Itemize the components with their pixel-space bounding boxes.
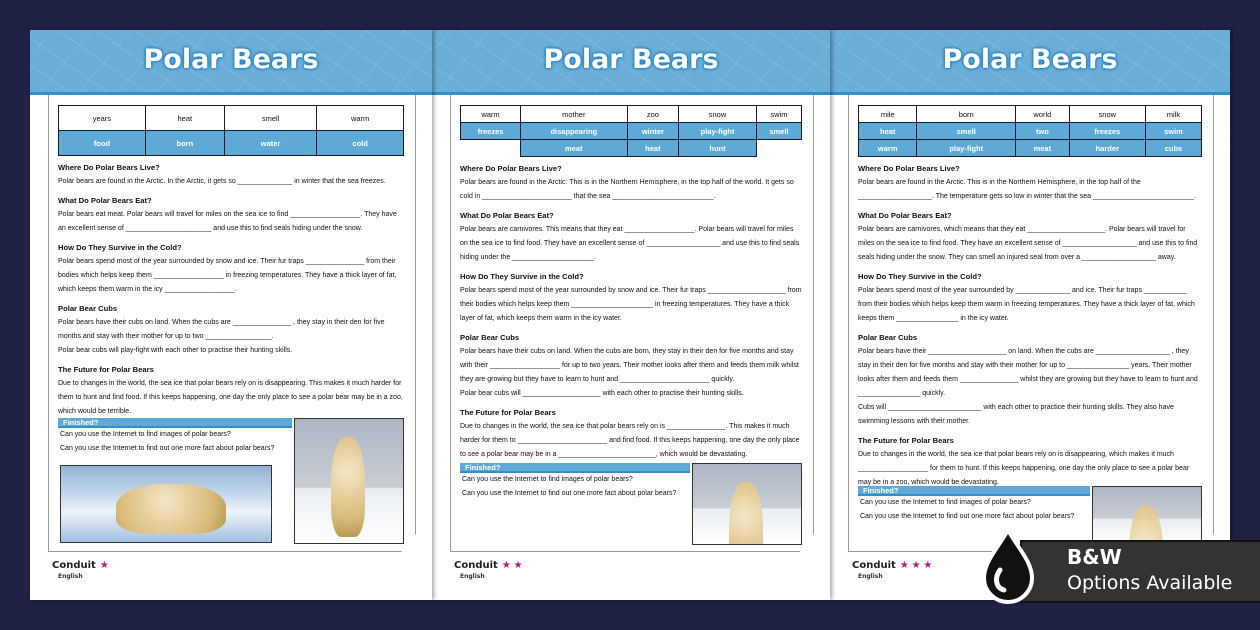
section-paragraph: Polar bears are carnivores, which means that they eat ____________________. Polar bears will travel for miles on the sea ice to find food. They have an excellent sense of ___________________ and use this to find seals hiding under the snow. They can smell an injured seal from over a ___________________ away. xyxy=(858,226,1198,261)
page-title: Polar Bears xyxy=(543,44,719,75)
section xyxy=(858,211,1202,265)
word-bank xyxy=(858,105,1202,157)
subject-label: English xyxy=(460,573,485,580)
word-bank-cell: meat xyxy=(1016,140,1070,157)
section-heading: How Do They Survive in the Cold? xyxy=(460,272,584,281)
word-bank-cell: disappearing xyxy=(521,123,628,140)
word-bank-cell: water xyxy=(224,131,316,156)
section-heading: The Future for Polar Bears xyxy=(858,436,954,445)
word-bank-cell: food xyxy=(59,131,146,156)
word-bank-row xyxy=(461,123,802,140)
word-bank-cell: freezes xyxy=(461,123,521,140)
word-bank-cell: years xyxy=(59,106,146,131)
section xyxy=(858,164,1202,204)
section-paragraph: Polar bears are found in the Arctic. This is in the Northern Hemisphere, in the top half of the world. It gets so cold in _______________________ that the sea __________________________. xyxy=(460,179,794,200)
section-paragraph: Polar bears are found in the Arctic. In the Arctic, it gets so ______________ in winter that the sea freezes. xyxy=(58,178,386,185)
section-paragraph: Polar bears spend most of the year surrounded by snow and ice. Their fur traps ____________________ from their bodies which helps keep them _____________________ in freezing temperatures. They have a thick layer of fat, which keeps them warm in the icy water. xyxy=(460,287,802,322)
word-bank-cell: milk xyxy=(1145,106,1201,123)
section xyxy=(460,164,802,204)
section xyxy=(58,196,404,236)
finished-label: Finished? xyxy=(58,418,292,428)
worksheet-page-2[interactable] xyxy=(432,30,830,600)
polar-bear-photo xyxy=(294,418,404,544)
section-heading: Polar Bear Cubs xyxy=(460,333,520,342)
subject-label: English xyxy=(58,573,83,580)
section-paragraph: Polar bears eat meat. Polar bears will travel for miles on the sea ice to find __________________. They have an excellent sense of ______________________ and use this to find seals hiding under the snow. xyxy=(58,211,397,232)
section xyxy=(858,272,1202,326)
word-bank xyxy=(58,105,404,156)
word-bank-cell: snow xyxy=(1069,106,1145,123)
word-bank-cell xyxy=(461,140,521,157)
section xyxy=(858,436,1202,490)
footer xyxy=(454,555,523,580)
word-bank-cell: heat xyxy=(145,106,224,131)
word-bank-row xyxy=(859,106,1202,123)
section xyxy=(460,211,802,265)
worksheet-page-3[interactable] xyxy=(830,30,1233,600)
word-bank-row xyxy=(59,106,404,131)
word-bank-cell: two xyxy=(1016,123,1070,140)
section xyxy=(58,304,404,358)
ink-drop-icon xyxy=(978,526,1038,606)
finished-question: Can you use the Internet to find images of polar bears? xyxy=(462,476,633,483)
word-bank-row xyxy=(859,140,1202,157)
section-paragraph: Cubs will ________________________ with each other to practice their hunting skills. They also have swimming lessons with their mother. xyxy=(858,404,1174,425)
section-heading: What Do Polar Bears Eat? xyxy=(858,211,952,220)
word-bank-cell xyxy=(756,140,801,157)
difficulty-stars: ★ ★ xyxy=(501,560,523,571)
footer xyxy=(852,555,932,580)
word-bank-cell: zoo xyxy=(627,106,679,123)
bw-options-badge xyxy=(1020,540,1260,603)
word-bank-cell: swim xyxy=(1145,123,1201,140)
word-bank-cell: heat xyxy=(627,140,679,157)
brand-logo: Conduit xyxy=(52,560,96,571)
section xyxy=(58,243,404,297)
section-paragraph: Polar bears are carnivores. This means that they eat __________________. Polar bears will travel for miles on the sea ice to find food. They have an excellent sense of ___________________ and use this to find seals hiding under the _____________________. xyxy=(460,226,800,261)
word-bank-cell: snow xyxy=(679,106,757,123)
section-heading: How Do They Survive in the Cold? xyxy=(858,272,982,281)
finished-label: Finished? xyxy=(858,486,1090,496)
difficulty-stars: ★ xyxy=(99,560,109,571)
section xyxy=(460,272,802,326)
word-bank-cell: mile xyxy=(859,106,917,123)
badge-line2: Options Available xyxy=(1067,572,1233,594)
word-bank-cell: harder xyxy=(1069,140,1145,157)
section-heading: What Do Polar Bears Eat? xyxy=(58,196,152,205)
section-paragraph: Polar bears have their cubs on land. When the cubs are _______________ , they stay in their den for five months and stay with their mother for up to two _________________. xyxy=(58,319,385,340)
section-heading: Where Do Polar Bears Live? xyxy=(460,164,562,173)
section-heading: Polar Bear Cubs xyxy=(58,304,118,313)
footer xyxy=(52,555,109,580)
difficulty-stars: ★ ★ ★ xyxy=(899,560,933,571)
word-bank-cell: play-fight xyxy=(917,140,1016,157)
section-paragraph: Polar bear cubs will ____________________ with each other to practise their hunting skills. xyxy=(460,390,744,397)
word-bank-cell: mother xyxy=(521,106,628,123)
word-bank-cell: world xyxy=(1016,106,1070,123)
polar-bear-photo xyxy=(692,463,802,545)
standing-bear xyxy=(331,437,365,537)
section xyxy=(460,333,802,401)
section-paragraph: Due to changes in the world, the sea ice that polar bears rely on is disappearing. This makes it much harder for them to hunt and find food. If this keeps happening, one day the only place to see a polar bear may be in a zoo, which would be terrible. xyxy=(58,380,403,415)
page-title: Polar Bears xyxy=(942,44,1118,75)
word-bank-row xyxy=(461,140,802,157)
word-bank-cell: swim xyxy=(756,106,801,123)
word-bank-cell: warm xyxy=(859,140,917,157)
page-header xyxy=(830,30,1230,95)
section-paragraph: Polar bears are found in the Arctic. This is in the Northern Hemisphere, in the top half of the ___________________. The temperature gets so low in winter that the sea __________________________. xyxy=(858,179,1197,200)
page-header xyxy=(30,30,432,95)
polar-bear-photo xyxy=(1092,486,1202,545)
finished-question: Can you use the Internet to find images of polar bears? xyxy=(860,499,1031,506)
worksheet-content xyxy=(858,105,1202,490)
section xyxy=(58,163,404,189)
word-bank-row xyxy=(859,123,1202,140)
word-bank-cell: smell xyxy=(224,106,316,131)
standing-bear xyxy=(1129,505,1163,545)
page-header xyxy=(432,30,830,95)
standing-bear xyxy=(729,482,763,545)
word-bank-row xyxy=(461,106,802,123)
word-bank-cell: winter xyxy=(627,123,679,140)
section-paragraph: Due to changes in the world, the sea ice that polar bears rely on is disappearing, which makes it much __________________ for them to hunt. If this keeps happening, one day the only place to see a polar bear may be in a zoo, which would be devastating. xyxy=(858,451,1190,486)
section-heading: The Future for Polar Bears xyxy=(460,408,556,417)
word-bank-cell: warm xyxy=(461,106,521,123)
subject-label: English xyxy=(858,573,883,580)
section-paragraph: Polar bears have their ____________________ on land. When the cubs are ___________________ , they stay in their den for five months and stay with their mother for up to ________________ years. Their mother looks after them and feeds them _______________ whilst they are growing but they have to learn to hunt and ________________ quickly. xyxy=(858,348,1198,397)
section-heading: What Do Polar Bears Eat? xyxy=(460,211,554,220)
finished-label: Finished? xyxy=(460,463,690,473)
word-bank-cell: play-fight xyxy=(679,123,757,140)
word-bank-cell: smell xyxy=(917,123,1016,140)
word-bank-cell: heat xyxy=(859,123,917,140)
word-bank-cell: meat xyxy=(521,140,628,157)
brand-logo: Conduit xyxy=(852,560,896,571)
section-heading: How Do They Survive in the Cold? xyxy=(58,243,182,252)
finished-question: Can you use the Internet to find out one more fact about polar bears? xyxy=(60,445,275,452)
word-bank-cell: born xyxy=(917,106,1016,123)
worksheet-content xyxy=(58,105,404,419)
section-paragraph: Polar bear cubs will play-fight with each other to practise their hunting skills. xyxy=(58,347,293,354)
brand-logo: Conduit xyxy=(454,560,498,571)
word-bank-cell: born xyxy=(145,131,224,156)
section xyxy=(58,365,404,419)
word-bank xyxy=(460,105,802,157)
lying-bear xyxy=(116,484,226,534)
word-bank-cell: smell xyxy=(756,123,801,140)
worksheet-page-1[interactable] xyxy=(30,30,432,600)
worksheet-content xyxy=(460,105,802,462)
section-heading: Where Do Polar Bears Live? xyxy=(58,163,160,172)
word-bank-cell: warm xyxy=(317,106,404,131)
section xyxy=(858,333,1202,429)
section-heading: Polar Bear Cubs xyxy=(858,333,918,342)
section-paragraph: Polar bears have their cubs on land. When the cubs are born, they stay in their den for five months and stay with their __________________ for up to two years. Their mother looks after them and feeds them milk whilst they are growing but they have to learn to hunt and _______________________ quickly. xyxy=(460,348,799,383)
finished-question: Can you use the Internet to find images of polar bears? xyxy=(60,431,231,438)
badge-line1: B&W xyxy=(1067,545,1122,569)
page-title: Polar Bears xyxy=(143,44,319,75)
section-heading: Where Do Polar Bears Live? xyxy=(858,164,960,173)
section xyxy=(460,408,802,462)
lying-polar-bear-photo xyxy=(60,465,272,543)
section-paragraph: Polar bears spend most of the year surrounded by ______________ and ice. Their fur traps ___________ from their bodies which helps keep them warm in freezing temperatures. They have a thick layer of fat, which keeps them ________________ in the icy water. xyxy=(858,287,1195,322)
word-bank-row xyxy=(59,131,404,156)
section-paragraph: Due to changes in the world, the sea ice that polar bears rely on is _______________. This makes it much harder for them to _______________________ and find food. If this keeps happening, one day the only place to see a polar bear may be in a _________________________, which would be devastating. xyxy=(460,423,800,458)
section-paragraph: Polar bears spend most of the year surrounded by snow and ice. Their fur traps _______________ from their bodies which helps keep them __________________ in freezing temperatures. They have a thick layer of fat, which keeps them warm in the icy __________________. xyxy=(58,258,397,293)
section-heading: The Future for Polar Bears xyxy=(58,365,154,374)
word-bank-cell: hunt xyxy=(679,140,757,157)
word-bank-cell: freezes xyxy=(1069,123,1145,140)
word-bank-cell: cold xyxy=(317,131,404,156)
finished-question: Can you use the Internet to find out one more fact about polar bears? xyxy=(860,513,1075,520)
word-bank-cell: cubs xyxy=(1145,140,1201,157)
finished-question: Can you use the Internet to find out one more fact about polar bears? xyxy=(462,490,677,497)
